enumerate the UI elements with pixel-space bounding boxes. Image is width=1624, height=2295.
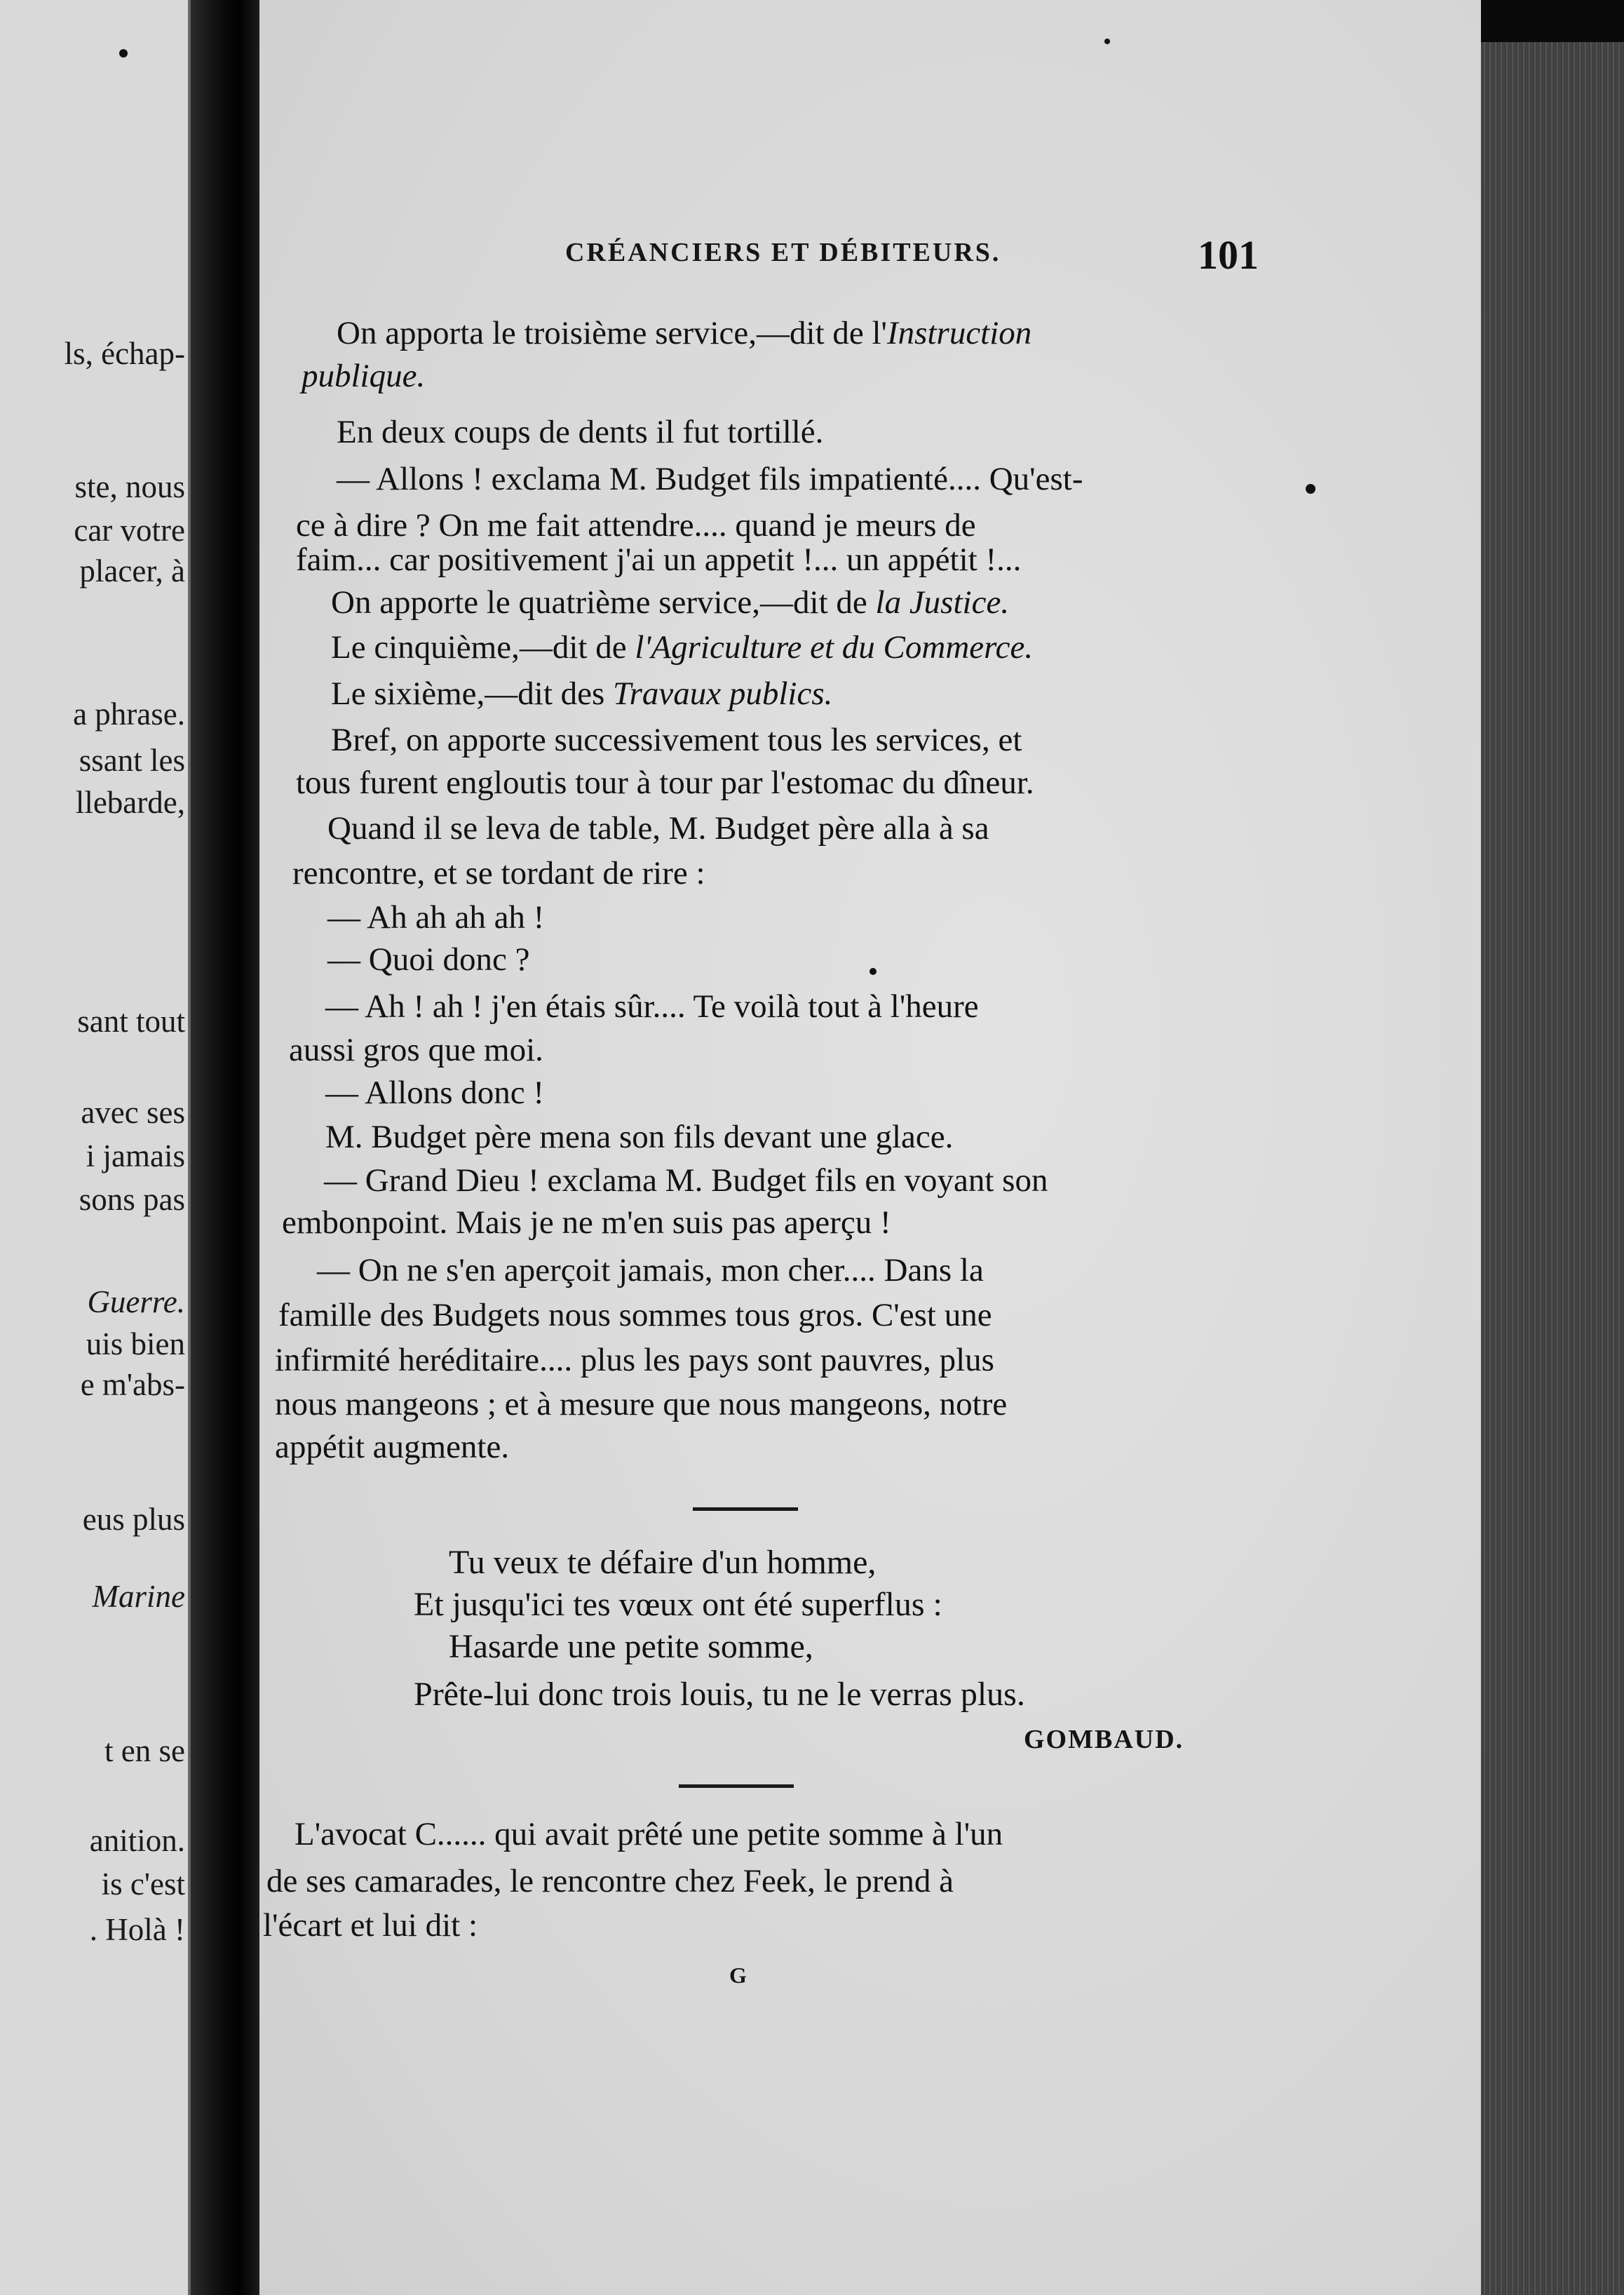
left-page-line: ste, nous [74, 469, 185, 504]
text-segment: Le cinquième,—dit de [331, 629, 635, 666]
body-line: — Ah ah ah ah ! [327, 899, 545, 936]
anecdote-line: de ses camarades, le rencontre chez Feek, le prend à [266, 1863, 954, 1899]
page-number: 101 [1198, 232, 1259, 278]
body-line [337, 317, 1031, 350]
poem-line: Prête-lui donc trois louis, tu ne le verras plus. [414, 1676, 1025, 1713]
poem-line: Et jusqu'ici tes vœux ont été superflus : [414, 1586, 942, 1623]
body-line: — Quoi donc ? [327, 941, 530, 978]
signature-mark: G [729, 1963, 747, 1988]
text-segment: On apporta le troisième service,—dit de l' [337, 315, 888, 351]
facing-left-page [0, 0, 191, 2295]
anecdote-line: L'avocat C...... qui avait prêté une petite somme à l'un [295, 1816, 1003, 1852]
page-stack-edge [1481, 42, 1624, 2295]
left-page-line: Guerre. [87, 1284, 185, 1319]
body-line: embonpoint. Mais je ne m'en suis pas aperçu ! [282, 1204, 891, 1241]
left-page-line: . Holà ! [89, 1912, 185, 1947]
body-line [331, 675, 833, 712]
left-page-line: avec ses [81, 1095, 185, 1130]
body-line: En deux coups de dents il fut tortillé. [337, 414, 824, 450]
ink-speck [1306, 484, 1315, 494]
text-segment: On apporte le quatrième service,—dit de [331, 584, 876, 621]
section-rule [693, 1507, 798, 1511]
body-line [331, 586, 1009, 619]
left-page-line: car votre [74, 513, 185, 548]
page-stack-top [1481, 0, 1624, 42]
left-page-line: e m'abs- [80, 1367, 185, 1402]
ink-speck [1104, 39, 1110, 44]
left-page-line: t en se [104, 1733, 185, 1768]
text-segment-italic: l'Agriculture et du Commerce. [635, 629, 1034, 666]
body-line: famille des Budgets nous sommes tous gros. C'est une [278, 1297, 992, 1333]
body-line: — Allons donc ! [325, 1075, 545, 1111]
left-page-line: anition. [89, 1823, 185, 1858]
left-page-line: is c'est [101, 1866, 185, 1902]
body-line: nous mangeons ; et à mesure que nous mangeons, notre [275, 1386, 1008, 1422]
body-line: faim... car positivement j'ai un appetit !... un appétit !... [296, 541, 1022, 578]
body-line: M. Budget père mena son fils devant une glace. [325, 1119, 954, 1155]
body-line: — Allons ! exclama M. Budget fils impatienté.... Qu'est- [337, 461, 1083, 497]
body-line: ce à dire ? On me fait attendre.... quand je meurs de [296, 507, 976, 544]
body-line: Quand il se leva de table, M. Budget père alla à sa [327, 810, 989, 847]
poem-author: GOMBAUD. [1024, 1725, 1184, 1754]
body-line: — Ah ! ah ! j'en étais sûr.... Te voilà tout à l'heure [325, 988, 979, 1025]
text-segment-italic: Instruction [887, 315, 1032, 351]
left-page-line: llebarde, [75, 785, 185, 820]
anecdote-line: l'écart et lui dit : [263, 1907, 478, 1944]
left-page-line: ls, échap- [64, 336, 185, 371]
body-line: — Grand Dieu ! exclama M. Budget fils en voyant son [324, 1162, 1048, 1199]
body-line: appétit augmente. [275, 1429, 510, 1465]
text-segment-italic: Travaux publics. [613, 675, 833, 712]
body-line: Bref, on apporte successivement tous les services, et [331, 722, 1022, 758]
body-line [331, 631, 1033, 664]
body-line: rencontre, et se tordant de rire : [292, 855, 705, 891]
poem-line: Hasarde une petite somme, [449, 1628, 813, 1665]
ink-speck [119, 49, 128, 58]
section-rule [679, 1784, 794, 1788]
body-line: infirmité heréditaire.... plus les pays sont pauvres, plus [275, 1342, 994, 1378]
body-line: — On ne s'en aperçoit jamais, mon cher.... Dans la [317, 1252, 984, 1288]
body-line: publique. [302, 358, 426, 394]
left-page-line: Marine [92, 1579, 185, 1614]
ink-speck [869, 968, 877, 975]
left-page-line: ssant les [79, 743, 185, 778]
poem-line: Tu veux te défaire d'un homme, [449, 1544, 877, 1581]
running-header: CRÉANCIERS ET DÉBITEURS. [565, 238, 1001, 267]
left-page-line: placer, à [79, 553, 185, 588]
left-page-line: a phrase. [73, 696, 185, 732]
left-page-line: sant tout [77, 1004, 185, 1039]
left-page-line: sons pas [79, 1182, 185, 1217]
text-segment: Le sixième,—dit des [331, 675, 614, 712]
left-page-line: i jamais [86, 1138, 185, 1173]
left-page-line: eus plus [82, 1502, 185, 1537]
body-line: tous furent engloutis tour à tour par l'estomac du dîneur. [296, 765, 1034, 801]
book-gutter [191, 0, 259, 2295]
left-page-line: uis bien [86, 1326, 185, 1361]
text-segment-italic: la Justice. [875, 584, 1010, 621]
body-line: aussi gros que moi. [289, 1032, 543, 1068]
body-text [275, 0, 1257, 2295]
